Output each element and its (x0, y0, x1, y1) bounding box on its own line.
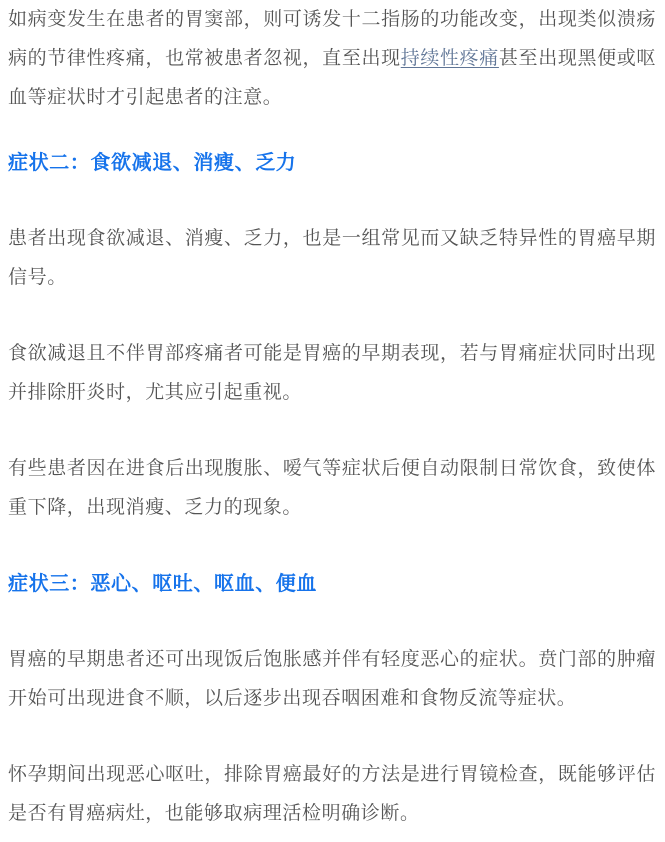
paragraph-nausea-fullness: 胃癌的早期患者还可出现饭后饱胀感并伴有轻度恶心的症状。贲门部的肿瘤开始可出现进食不顺，以后逐步出现吞咽困难和食物反流等症状。 (8, 648, 656, 709)
paragraph-appetite-loss-warning: 食欲减退且不伴胃部疼痛者可能是胃癌的早期表现，若与胃痛症状同时出现并排除肝炎时，尤其应引起重视。 (8, 342, 656, 403)
inline-link-persistent-pain[interactable]: 持续性疼痛 (400, 47, 499, 69)
paragraph-text: 甚至出现黑便或呕血等症状时才引起患者的注意。 (8, 47, 656, 108)
paragraph-symptom1-tail (8, 0, 656, 117)
section-heading-symptom-3: 症状三：恶心、呕吐、呕血、便血 (8, 571, 317, 595)
paragraph-pregnancy-gastroscopy: 怀孕期间出现恶心呕吐，排除胃癌最好的方法是进行胃镜检查，既能够评估是否有胃癌病灶，也能够取病理活检明确诊断。 (8, 763, 656, 824)
paragraph-diet-restriction: 有些患者因在进食后出现腹胀、嗳气等症状后便自动限制日常饮食，致使体重下降，出现消瘦、乏力的现象。 (8, 457, 656, 518)
paragraph-appetite-loss-signal: 患者出现食欲减退、消瘦、乏力，也是一组常见而又缺乏特异性的胃癌早期信号。 (8, 227, 656, 288)
section-heading-symptom-2: 症状二：食欲减退、消瘦、乏力 (8, 150, 297, 174)
paragraph-text: 如病变发生在患者的胃窦部，则可诱发十二指肠的功能改变，出现类似溃疡病的节律性疼痛，也常被患者忽视，直至出现 (8, 8, 656, 69)
